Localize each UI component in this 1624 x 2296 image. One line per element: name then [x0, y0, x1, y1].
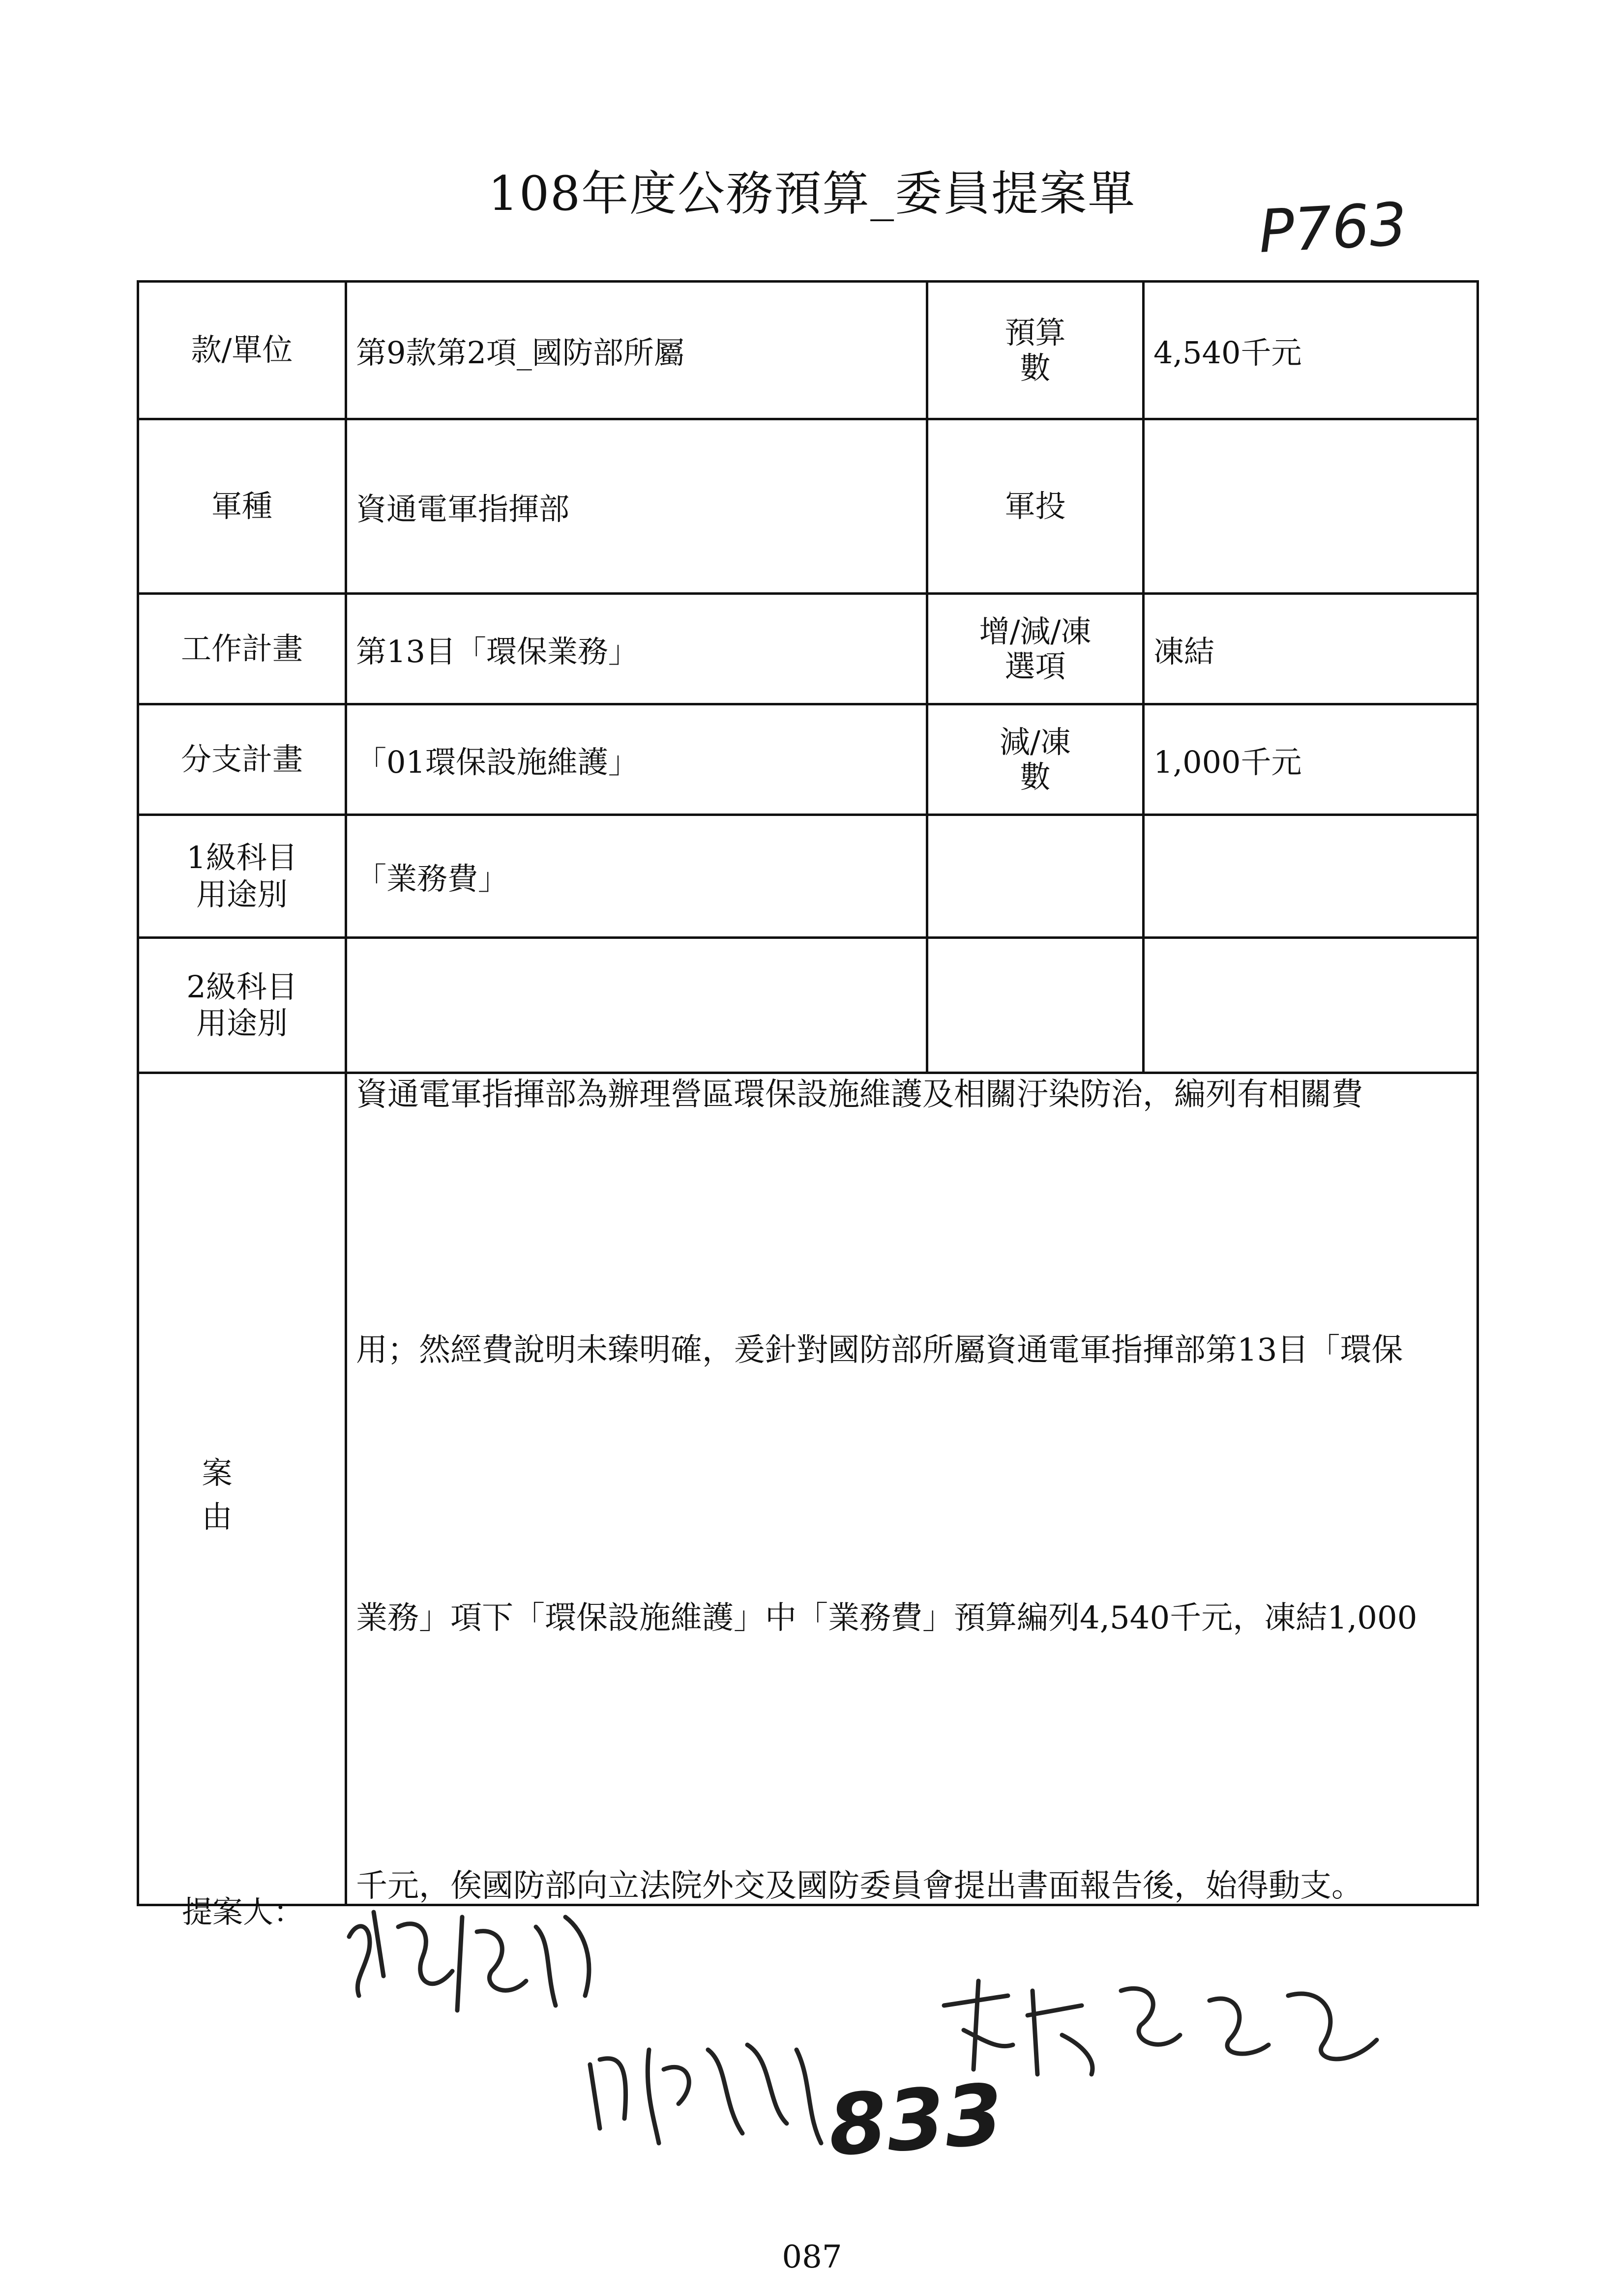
- service-value: 資通電軍指揮部: [346, 419, 927, 594]
- reduce-freeze-value: 1,000千元: [1144, 704, 1478, 815]
- option-label: [927, 594, 1144, 704]
- reason-line: 用；然經費說明未臻明確，爰針對國防部所屬資通電軍指揮部第13目「環保: [356, 1332, 1403, 1368]
- reduce-freeze-label-line2: 數: [1020, 759, 1051, 795]
- budget-label: [927, 282, 1144, 419]
- page-number: 087: [782, 2239, 842, 2275]
- page-title: 108年度公務預算_委員提案單: [488, 166, 1136, 221]
- level2-empty-a: [927, 938, 1144, 1073]
- unit-value: 第9款第2項_國防部所屬: [346, 282, 927, 419]
- level1-label-line2: 用途別: [196, 876, 288, 912]
- level1-empty-a: [927, 815, 1144, 938]
- reason-line: 業務」項下「環保設施維護」中「業務費」預算編列4,540千元，凍結1,000: [356, 1600, 1417, 1636]
- signature-3: [934, 1961, 1406, 2089]
- row-unit: [138, 282, 1478, 419]
- budget-value: 4,540千元: [1144, 282, 1478, 419]
- branch-plan-value: 「01環保設施維護」: [346, 704, 927, 815]
- level2-value: [346, 938, 927, 1073]
- level2-label: [138, 938, 346, 1073]
- level1-label-line1: 1級科目: [186, 840, 297, 876]
- signature-1: [339, 1897, 615, 2035]
- signature-2: [580, 2020, 836, 2158]
- option-label-line2: 選項: [1004, 648, 1066, 684]
- budget-label-line2: 數: [1020, 349, 1051, 386]
- work-plan-label: 工作計畫: [138, 594, 346, 704]
- option-value: 凍結: [1144, 594, 1478, 704]
- reduce-freeze-label: [927, 704, 1144, 815]
- budget-label-line1: 預算: [1004, 315, 1066, 351]
- branch-plan-label: 分支計畫: [138, 704, 346, 815]
- row-level2: [138, 938, 1478, 1073]
- row-branch-plan: [138, 704, 1478, 815]
- unit-label: 款/單位: [138, 282, 346, 419]
- level2-label-line1: 2級科目: [186, 968, 297, 1005]
- row-service: [138, 419, 1478, 594]
- level1-label: [138, 815, 346, 938]
- service-label: 軍種: [138, 419, 346, 594]
- handwritten-page-tag: P763: [1257, 190, 1409, 266]
- proposer-label: 提案人：: [182, 1894, 304, 1930]
- level1-empty-b: [1144, 815, 1478, 938]
- level2-label-line2: 用途別: [196, 1005, 288, 1041]
- reason-line: 資通電軍指揮部為辦理營區環保設施維護及相關汙染防治，編列有相關費: [356, 1076, 1363, 1113]
- level1-value: 「業務費」: [346, 815, 927, 938]
- row-work-plan: [138, 594, 1478, 704]
- investment-value: [1144, 419, 1478, 594]
- work-plan-value: 第13目「環保業務」: [346, 594, 927, 704]
- row-level1: [138, 815, 1478, 938]
- level2-empty-b: [1144, 938, 1478, 1073]
- option-label-line1: 增/減/凍: [979, 613, 1092, 649]
- reason-label: 案由: [138, 1073, 346, 1905]
- handwritten-number: 833: [825, 2065, 1006, 2176]
- proposal-form: [137, 280, 1479, 1906]
- reason-body: [346, 1073, 1478, 1905]
- row-reason: [138, 1073, 1478, 1905]
- reason-line: 千元，俟國防部向立法院外交及國防委員會提出書面報告後，始得動支。: [356, 1868, 1363, 1904]
- reduce-freeze-label-line1: 減/凍: [1000, 724, 1071, 760]
- investment-label: 軍投: [927, 419, 1144, 594]
